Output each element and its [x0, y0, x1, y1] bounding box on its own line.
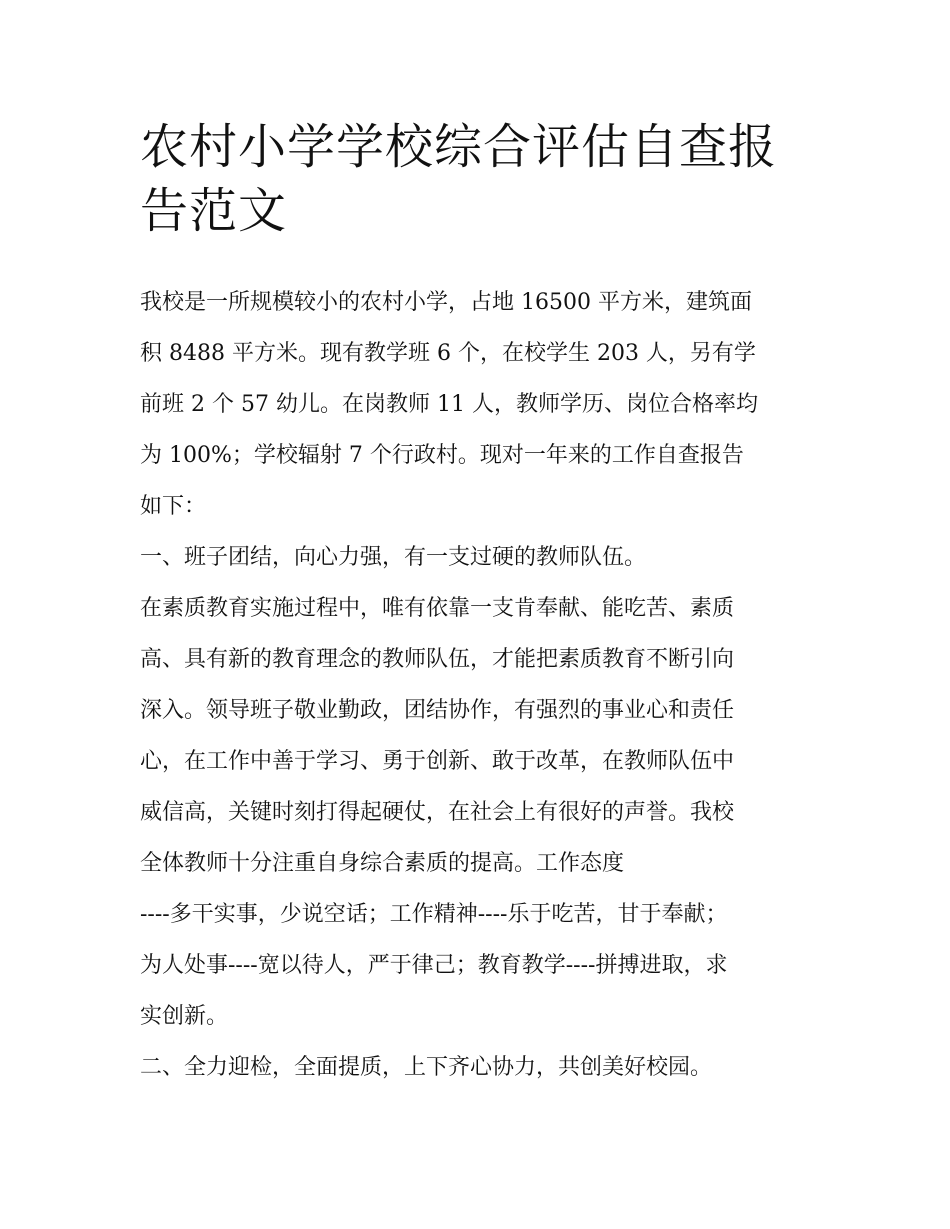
document-body — [140, 115, 820, 1093]
intro-paragraph: 我校是一所规模较小的农村小学，占地 16500 平方米，建筑面 积 8488 平方米。现有教学班 6 个，在校学生 203 人，另有学 前班 2 个 57 幼儿。在岗教师 11 人，教师学历、岗位合格率均 为 100%；学校辐射 7 个行政村。现对一年来的工作自查报告 如下： — [140, 290, 758, 519]
section-one-paragraph: 在素质教育实施过程中，唯有依靠一支肯奉献、能吃苦、素质 高、具有新的教育理念的教师队伍，才能把素质教育不断引向 深入。领导班子敬业勤政，团结协作，有强烈的事业心和责任 心，在工作中善于学习、勇于创新、敢于改革，在教师队伍中 威信高，关键时刻打得起硬仗，在社会上有很好的声誉。我校 全体教师十分注重自身综合素质的提高。工作态度 ----多干实事，少说空话；工作精神----乐于吃苦，甘于奉献； 为人处事----宽以待人，严于律己；教育教学----拼搏进取，求 实创新。 — [140, 596, 735, 1029]
document-title: 农村小学学校综合评估自查报 告范文 — [140, 119, 778, 239]
section-one-heading: 一、班子团结，向心力强，有一支过硬的教师队伍。 — [140, 545, 647, 570]
section-two-heading: 二、全力迎检，全面提质，上下齐心协力，共创美好校园。 — [140, 1055, 713, 1080]
